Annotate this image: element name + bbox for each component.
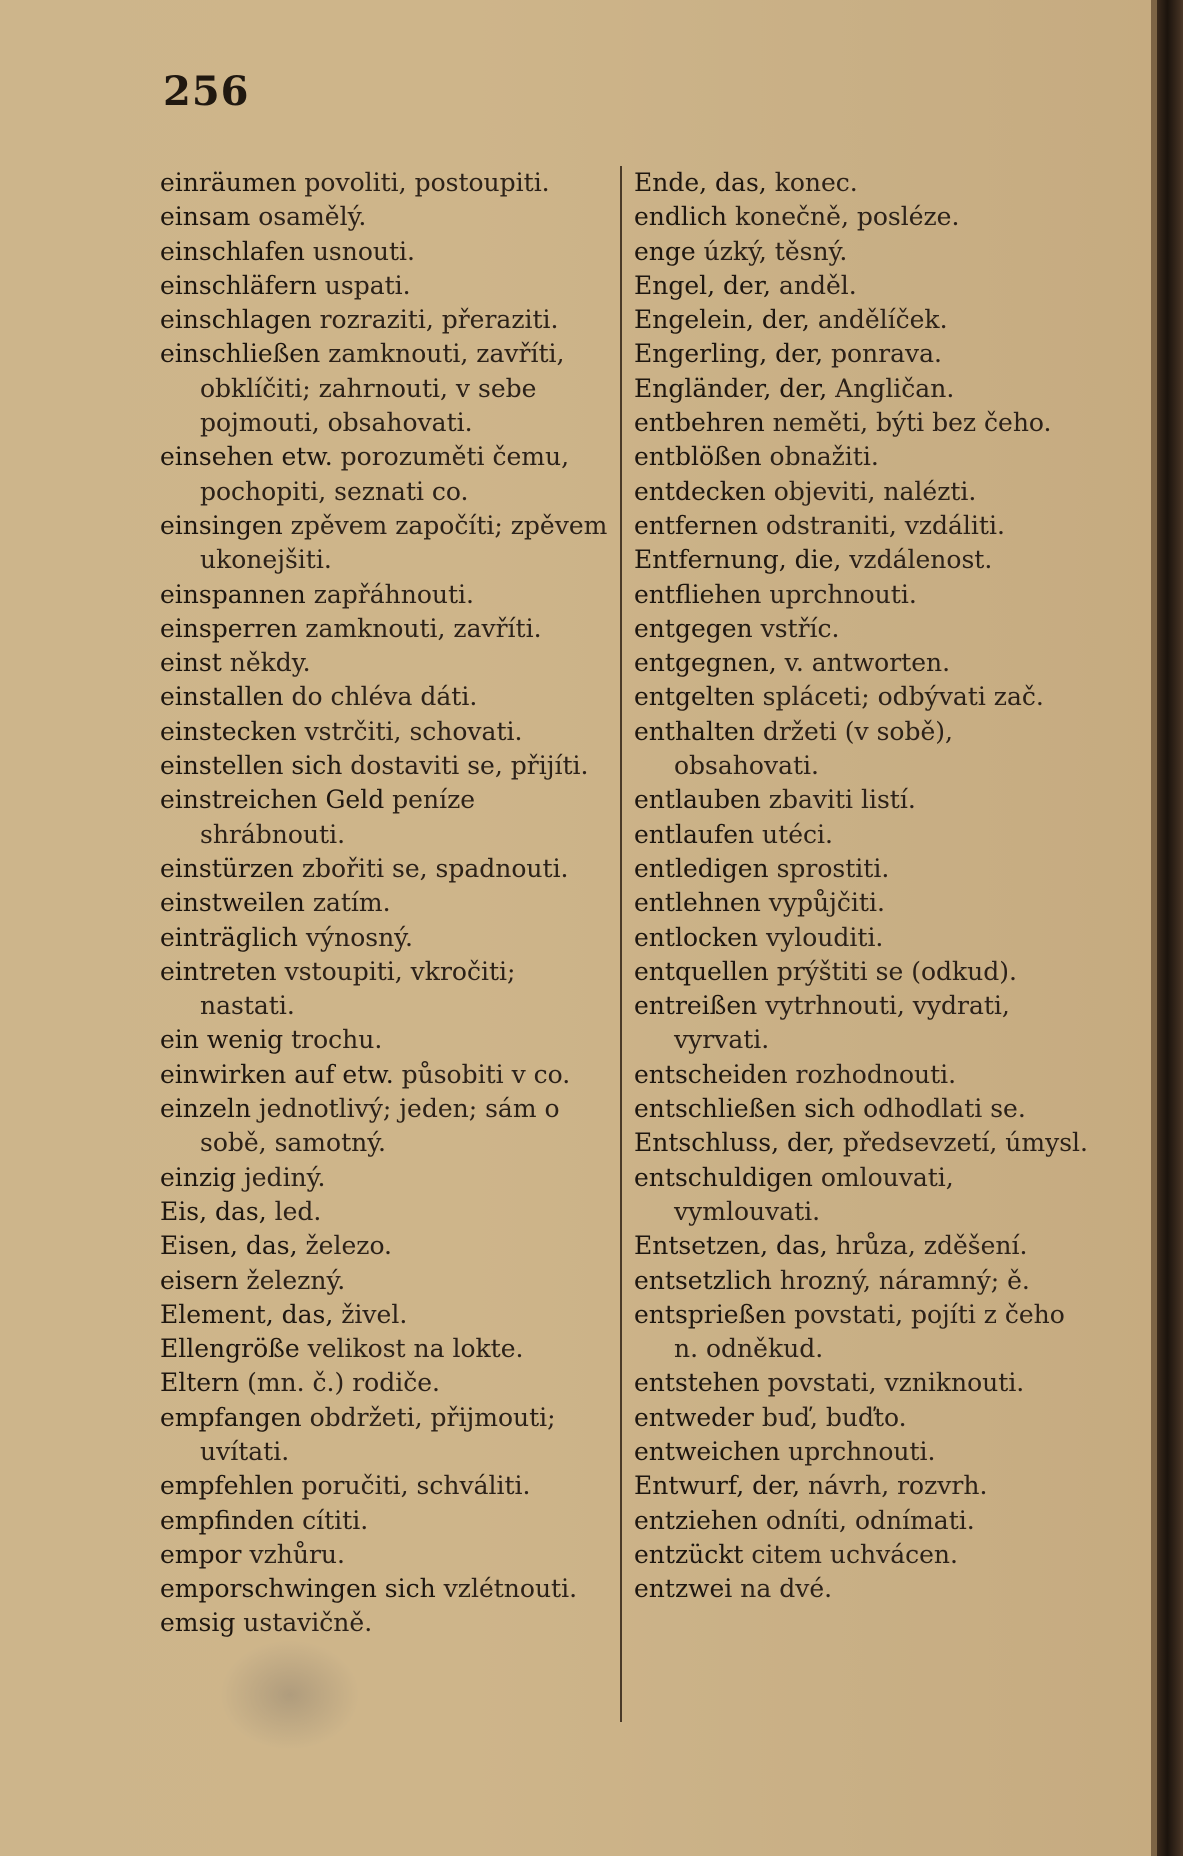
entry-translation: buď, buďto. [761, 1402, 907, 1432]
entry-headword: Engerling, der, [634, 339, 824, 369]
entry-translation: porozuměti čemu, pochopiti, seznati co. [200, 442, 570, 506]
entry-translation: povstati, vzniknouti. [767, 1368, 1025, 1398]
dictionary-entry [634, 337, 1089, 371]
entry-translation: jednotlivý; jeden; sám o sobě, samotný. [200, 1094, 560, 1158]
dictionary-entry [160, 235, 615, 269]
entry-headword: einträglich [160, 922, 298, 952]
entry-headword: einsehen etw. [160, 442, 333, 472]
dictionary-entry [160, 1161, 615, 1195]
entry-translation: úzký, těsný. [703, 236, 848, 266]
entry-headword: entweichen [634, 1436, 781, 1466]
entry-translation: někdy. [229, 648, 311, 678]
entry-translation: objeviti, nalézti. [773, 476, 977, 506]
dictionary-entry [634, 680, 1089, 714]
entry-headword: entblößen [634, 442, 762, 472]
dictionary-entry [634, 303, 1089, 337]
entry-translation: trochu. [291, 1025, 383, 1055]
entry-translation: obnažiti. [769, 442, 879, 472]
entry-translation: (mn. č.) rodiče. [247, 1368, 440, 1398]
dictionary-entry [634, 200, 1089, 234]
dictionary-entry [160, 1366, 615, 1400]
dictionary-entry [634, 955, 1089, 989]
dictionary-entry [160, 1401, 615, 1470]
entry-translation: rozraziti, přeraziti. [319, 305, 559, 335]
left-column [160, 166, 615, 1641]
entry-translation: ponrava. [831, 339, 942, 369]
dictionary-entry [160, 612, 615, 646]
entry-headword: einzeln [160, 1094, 251, 1124]
entry-translation: vylouditi. [766, 922, 884, 952]
dictionary-entry [160, 715, 615, 749]
dictionary-entry [634, 852, 1089, 886]
entry-headword: einsperren [160, 613, 298, 643]
entry-translation: železo. [305, 1231, 393, 1261]
dictionary-entry [160, 1606, 615, 1640]
entry-headword: enthalten [634, 716, 755, 746]
entry-headword: endlich [634, 202, 727, 232]
dictionary-entry [634, 715, 1089, 784]
entry-headword: eisern [160, 1265, 239, 1295]
entry-translation: na dvé. [740, 1574, 833, 1604]
dictionary-entry [634, 886, 1089, 920]
dictionary-entry [160, 1469, 615, 1503]
dictionary-entry [160, 1023, 615, 1057]
dictionary-entry [160, 200, 615, 234]
entry-translation: konec. [774, 168, 858, 197]
entry-translation: zapřáhnouti. [313, 579, 474, 609]
entry-headword: entziehen [634, 1505, 758, 1535]
dictionary-entry [634, 372, 1089, 406]
entry-headword: einschlagen [160, 305, 312, 335]
entry-headword: Entfernung, die, [634, 545, 842, 575]
entry-translation: uprchnouti. [769, 579, 917, 609]
entry-headword: entscheiden [634, 1059, 788, 1089]
entry-translation: povoliti, postoupiti. [304, 168, 550, 197]
entry-headword: einsam [160, 202, 251, 232]
entry-translation: utéci. [762, 819, 833, 849]
entry-headword: enge [634, 236, 696, 266]
entry-translation: citem uchvácen. [751, 1539, 958, 1569]
dictionary-entry [160, 783, 615, 852]
dictionary-entry [634, 1435, 1089, 1469]
entry-headword: Engelein, der, [634, 305, 810, 335]
dictionary-entry [160, 337, 615, 440]
entry-headword: entgegnen, [634, 648, 777, 678]
dictionary-entry [160, 646, 615, 680]
entry-headword: entreißen [634, 991, 758, 1021]
entry-translation: do chléva dáti. [291, 682, 478, 712]
dictionary-entry [160, 921, 615, 955]
entry-headword: eintreten [160, 956, 277, 986]
entry-translation: vzhůru. [249, 1539, 345, 1569]
entry-headword: Entwurf, der, [634, 1471, 801, 1501]
entry-translation: odhodlati se. [863, 1094, 1026, 1124]
entry-headword: entbehren [634, 408, 765, 438]
dictionary-entry [634, 1229, 1089, 1263]
dictionary-entry [634, 440, 1089, 474]
entry-headword: einspannen [160, 579, 306, 609]
entry-headword: entsprießen [634, 1299, 787, 1329]
entry-translation: zbaviti listí. [768, 785, 916, 815]
dictionary-entry [634, 646, 1089, 680]
dictionary-entry [160, 1058, 615, 1092]
entry-headword: Engländer, der, [634, 373, 828, 403]
entry-translation: ustavičně. [243, 1608, 373, 1638]
entry-translation: prýštiti se (odkud). [776, 956, 1017, 986]
dictionary-entry [160, 1538, 615, 1572]
entry-translation: v. antworten. [784, 648, 951, 678]
dictionary-entry [634, 921, 1089, 955]
entry-translation: usnouti. [312, 236, 416, 266]
entry-headword: empfinden [160, 1505, 295, 1535]
entry-headword: emporschwingen sich [160, 1574, 436, 1604]
dictionary-entry [634, 166, 1089, 200]
entry-translation: velikost na lokte. [307, 1334, 524, 1364]
entry-translation: peníze shrábnouti. [200, 785, 476, 849]
page-number: 256 [163, 68, 250, 115]
entry-headword: entlocken [634, 922, 759, 952]
entry-translation: led. [274, 1196, 322, 1226]
entry-headword: einstreichen Geld [160, 785, 385, 815]
entry-translation: zpěvem započíti; zpěvem ukonejšiti. [200, 510, 608, 575]
entry-translation: výnosný. [305, 922, 413, 952]
entry-translation: osamělý. [258, 202, 367, 232]
entry-translation: návrh, rozvrh. [808, 1471, 988, 1501]
dictionary-entry [634, 235, 1089, 269]
entry-headword: empor [160, 1539, 242, 1569]
dictionary-entry [634, 1126, 1089, 1160]
entry-translation: spláceti; odbývati zač. [762, 682, 1044, 712]
entry-headword: Entschluss, der, [634, 1128, 835, 1158]
entry-translation: vzlétnouti. [443, 1574, 578, 1604]
entry-headword: Eis, das, [160, 1196, 267, 1226]
entry-translation: vypůjčiti. [768, 888, 885, 918]
entry-headword: entquellen [634, 956, 769, 986]
entry-translation: neměti, býti bez čeho. [772, 408, 1052, 438]
dictionary-entry [634, 1264, 1089, 1298]
dictionary-entry [634, 509, 1089, 543]
dictionary-entry [634, 783, 1089, 817]
entry-translation: dostaviti se, přijíti. [350, 751, 589, 781]
entry-translation: železný. [246, 1265, 346, 1295]
dictionary-entry [160, 1195, 615, 1229]
entry-headword: entzückt [634, 1539, 744, 1569]
entry-translation: poručiti, schváliti. [301, 1471, 531, 1501]
dictionary-entry [634, 1572, 1089, 1606]
dictionary-entry [634, 818, 1089, 852]
dictionary-entry [634, 543, 1089, 577]
entry-translation: cítiti. [302, 1505, 369, 1535]
entry-headword: entfliehen [634, 579, 762, 609]
entry-translation: vstrčiti, schovati. [304, 716, 523, 746]
entry-headword: entdecken [634, 476, 766, 506]
dictionary-entry [160, 1264, 615, 1298]
dictionary-entry [160, 1092, 615, 1161]
entry-translation: odníti, odnímati. [765, 1505, 975, 1535]
entry-translation: odstraniti, vzdáliti. [765, 510, 1005, 540]
dictionary-entry [160, 955, 615, 1024]
entry-headword: entzwei [634, 1574, 733, 1604]
page-stain [220, 1640, 360, 1750]
entry-headword: einräumen [160, 168, 297, 197]
entry-headword: einstecken [160, 716, 297, 746]
dictionary-entry [160, 1504, 615, 1538]
entry-translation: zbořiti se, spadnouti. [301, 853, 569, 883]
dictionary-entry [634, 1058, 1089, 1092]
entry-translation: živel. [341, 1299, 408, 1329]
entry-headword: Entsetzen, das, [634, 1231, 828, 1261]
column-divider [620, 166, 622, 1722]
entry-headword: Engel, der, [634, 270, 771, 300]
entry-translation: omlouvati, vymlouvati. [674, 1162, 954, 1226]
entry-translation: uprchnouti. [788, 1436, 936, 1466]
dictionary-entry [160, 166, 615, 200]
entry-translation: držeti (v sobě), obsahovati. [674, 716, 953, 781]
dictionary-entry [160, 269, 615, 303]
entry-headword: Eisen, das, [160, 1231, 298, 1261]
dictionary-entry [634, 1298, 1089, 1367]
entry-headword: empfangen [160, 1402, 302, 1432]
entry-headword: Element, das, [160, 1299, 334, 1329]
dictionary-entry [634, 1092, 1089, 1126]
entry-headword: ein wenig [160, 1025, 284, 1055]
entry-translation: povstati, pojíti z čeho n. odněkud. [674, 1299, 1065, 1364]
entry-headword: entgegen [634, 613, 753, 643]
entry-headword: entweder [634, 1402, 754, 1432]
entry-headword: einwirken auf etw. [160, 1059, 394, 1089]
dictionary-entry [160, 303, 615, 337]
entry-translation: vytrhnouti, vydrati, vyrvati. [674, 991, 1010, 1055]
entry-headword: entstehen [634, 1368, 760, 1398]
dictionary-entry [160, 1298, 615, 1332]
entry-translation: rozhodnouti. [795, 1059, 957, 1089]
entry-translation: hrůza, zděšení. [835, 1231, 1028, 1261]
dictionary-entry [160, 1332, 615, 1366]
entry-translation: hrozný, náramný; ě. [779, 1265, 1030, 1295]
entry-headword: einstellen sich [160, 751, 343, 781]
entry-headword: entlaufen [634, 819, 755, 849]
dictionary-entry [160, 680, 615, 714]
entry-headword: einschließen [160, 339, 321, 369]
dictionary-entry [160, 1229, 615, 1263]
entry-translation: vstříc. [760, 613, 840, 643]
dictionary-entry [634, 475, 1089, 509]
entry-translation: Angličan. [835, 373, 955, 403]
entry-headword: entlehnen [634, 888, 761, 918]
entry-headword: einsingen [160, 510, 283, 540]
entry-translation: sprostiti. [776, 853, 890, 883]
entry-headword: einzig [160, 1162, 237, 1192]
entry-headword: entgelten [634, 682, 755, 712]
entry-headword: Ende, das, [634, 168, 767, 197]
entry-headword: entledigen [634, 853, 769, 883]
entry-headword: empfehlen [160, 1471, 294, 1501]
entry-translation: obdržeti, přijmouti; uvítati. [200, 1402, 556, 1466]
entry-headword: entsetzlich [634, 1265, 772, 1295]
entry-translation: vstoupiti, vkročiti; nastati. [200, 956, 516, 1021]
dictionary-entry [634, 989, 1089, 1058]
entry-translation: působiti v co. [401, 1059, 571, 1089]
dictionary-entry [634, 406, 1089, 440]
entry-headword: emsig [160, 1608, 236, 1638]
entry-translation: anděl. [778, 270, 857, 300]
dictionary-entry [160, 852, 615, 886]
dictionary-entry [160, 886, 615, 920]
dictionary-entry [634, 269, 1089, 303]
entry-translation: konečně, posléze. [734, 202, 960, 232]
entry-translation: jediný. [244, 1162, 326, 1192]
entry-headword: entschließen sich [634, 1094, 856, 1124]
entry-headword: einst [160, 648, 222, 678]
dictionary-entry [160, 749, 615, 783]
entry-headword: einstweilen [160, 888, 305, 918]
entry-headword: Eltern [160, 1368, 240, 1398]
entry-headword: entlauben [634, 785, 761, 815]
entry-headword: entschuldigen [634, 1162, 813, 1192]
book-spine [1157, 0, 1183, 1856]
entry-headword: einstallen [160, 682, 284, 712]
entry-translation: uspati. [324, 270, 411, 300]
entry-translation: vzdálenost. [849, 545, 993, 575]
entry-translation: předsevzetí, úmysl. [842, 1128, 1088, 1158]
dictionary-entry [160, 1572, 615, 1606]
entry-headword: einschläfern [160, 270, 317, 300]
dictionary-entry [634, 1504, 1089, 1538]
dictionary-entry [160, 440, 615, 509]
entry-translation: andělíček. [817, 305, 948, 335]
dictionary-entry [634, 612, 1089, 646]
entry-translation: zatím. [312, 888, 391, 918]
dictionary-entry [634, 578, 1089, 612]
entry-translation: zamknouti, zavříti, obklíčiti; zahrnouti, v sebe pojmouti, obsahovati. [200, 339, 565, 438]
dictionary-entry [160, 578, 615, 612]
dictionary-entry [160, 509, 615, 578]
dictionary-entry [634, 1366, 1089, 1400]
dictionary-entry [634, 1469, 1089, 1503]
entry-headword: Ellengröße [160, 1334, 300, 1364]
dictionary-entry [634, 1161, 1089, 1230]
right-column [634, 166, 1089, 1606]
entry-headword: entfernen [634, 510, 758, 540]
dictionary-entry [634, 1401, 1089, 1435]
dictionary-entry [634, 1538, 1089, 1572]
entry-headword: einschlafen [160, 236, 305, 266]
entry-translation: zamknouti, zavříti. [305, 613, 542, 643]
entry-headword: einstürzen [160, 853, 294, 883]
